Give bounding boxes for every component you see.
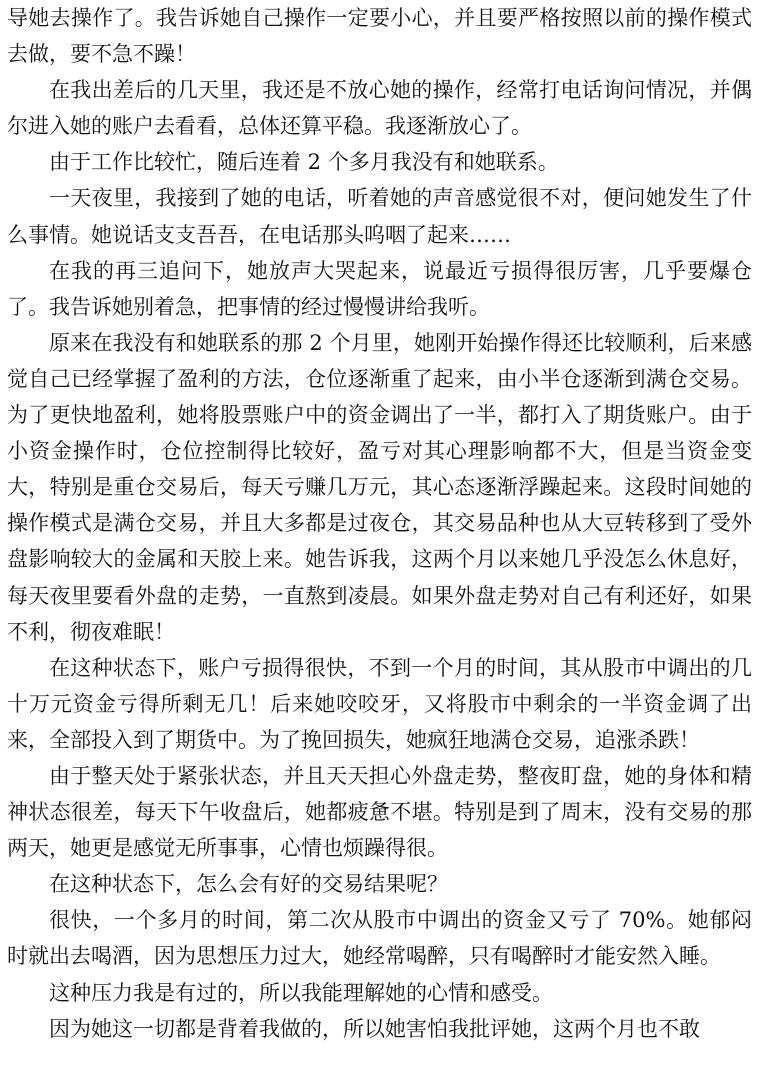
paragraph-truncated: 因为她这一切都是背着我做的，所以她害怕我批评她，这两个月也不敢	[49, 1016, 700, 1041]
paragraph: 在我的再三追问下，她放声大哭起来，说最近亏损得很厉害，几乎要爆仓了。我告诉她别着急，把事情的经过慢慢讲给我听。	[7, 258, 752, 319]
paragraph-continued: 导她去操作了。我告诉她自己操作一定要小心，并且要严格按照以前的操作模式去做，要不急不躁！	[7, 6, 752, 67]
paragraph: 一天夜里，我接到了她的电话，听着她的声音感觉很不对，便问她发生了什么事情。她说话支支吾吾，在电话那头呜咽了起来……	[7, 186, 752, 247]
paragraph: 由于整天处于紧张状态，并且天天担心外盘走势，整夜盯盘，她的身体和精神状态很差，每天下午收盘后，她都疲惫不堪。特别是到了周末，没有交易的那两天，她更是感觉无所事事，心情也烦躁得很。	[7, 763, 752, 861]
paragraph: 这种压力我是有过的，所以我能理解她的心情和感受。	[49, 980, 553, 1005]
paragraph: 由于工作比较忙，随后连着 2 个多月我没有和她联系。	[49, 150, 559, 175]
paragraph: 在这种状态下，账户亏损得很快，不到一个月的时间，其从股市中调出的几十万元资金亏得所剩无几！后来她咬咬牙，又将股市中剩余的一半资金调了出来，全部投入到了期货中。为了挽回损失，她疯狂地满仓交易，追涨杀跌！	[7, 655, 752, 752]
paragraph: 在这种状态下，怎么会有好的交易结果呢？	[49, 872, 448, 897]
page-text	[7, 0, 752, 1047]
paragraph: 很快，一个多月的时间，第二次从股市中调出的资金又亏了 70%。她郁闷时就出去喝酒，因为思想压力过大，她经常喝醉，只有喝醉时才能安然入睡。	[7, 908, 752, 969]
paragraph: 在我出差后的几天里，我还是不放心她的操作，经常打电话询问情况，并偶尔进入她的账户去看看，总体还算平稳。我逐渐放心了。	[7, 78, 752, 139]
paragraph: 原来在我没有和她联系的那 2 个月里，她刚开始操作得还比较顺利，后来感觉自己已经掌握了盈利的方法，仓位逐渐重了起来，由小半仓逐渐到满仓交易。为了更快地盈利，她将股票账户中的资金调出了一半，都打入了期货账户。由于小资金操作时，仓位控制得比较好，盈亏对其心理影响都不大，但是当资金变大，特别是重仓交易后，每天亏赚几万元，其心态逐渐浮躁起来。这段时间她的操作模式是满仓交易，并且大多都是过夜仓，其交易品种也从大豆转移到了受外盘影响较大的金属和天胶上来。她告诉我，这两个月以来她几乎没怎么休息好，每天夜里要看外盘的走势，一直熬到凌晨。如果外盘走势对自己有利还好，如果不利，彻夜难眠！	[7, 330, 752, 644]
